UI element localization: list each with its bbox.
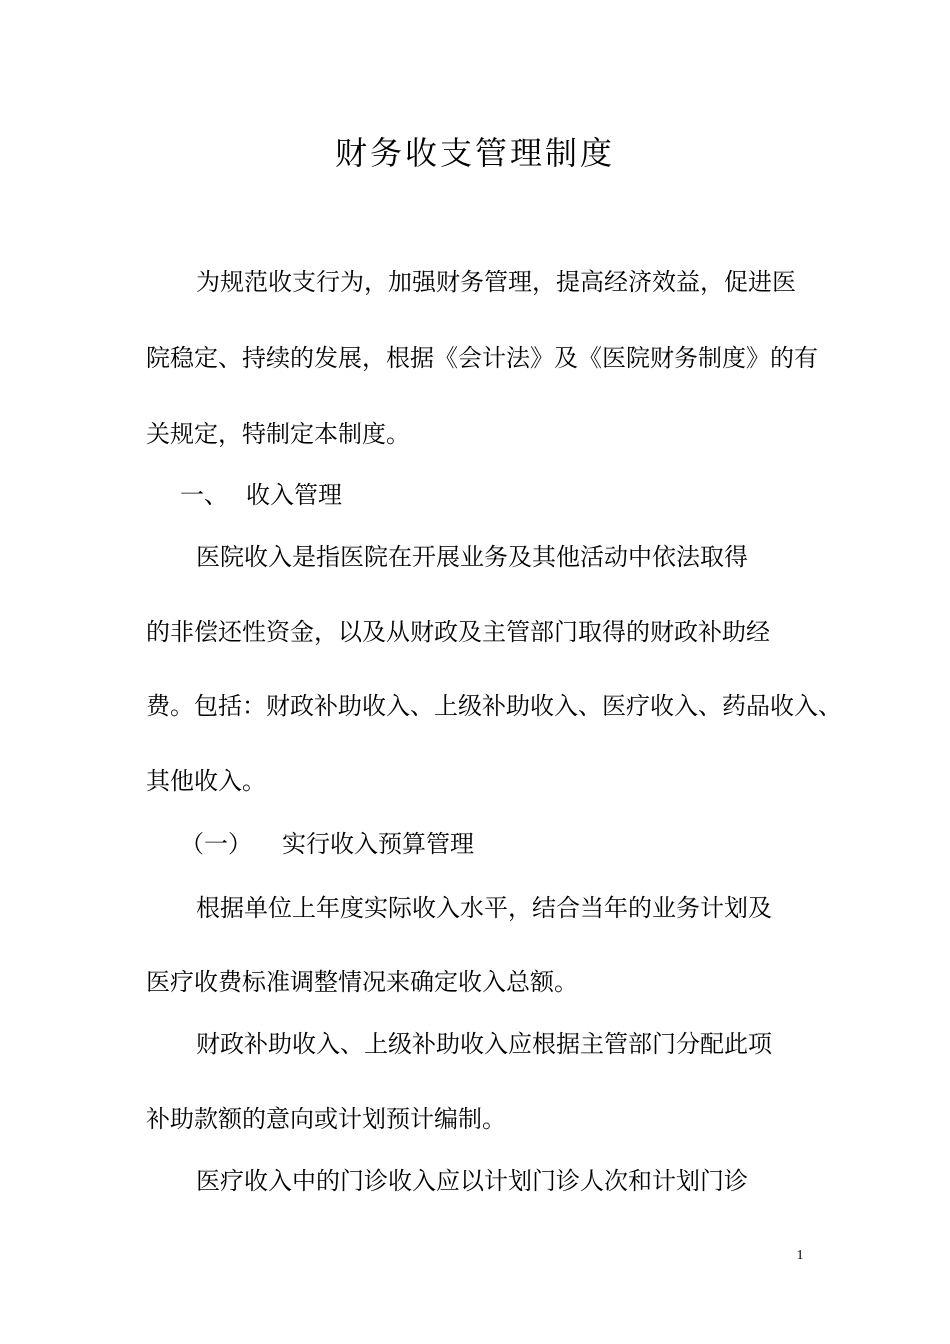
section1-line-3: 费。包括：财政补助收入、上级补助收入、医疗收入、药品收入、: [146, 692, 842, 720]
section-title: 收入管理: [246, 481, 342, 509]
section1-line-2: 的非偿还性资金，以及从财政及主管部门取得的财政补助经: [146, 618, 770, 646]
intro-line-1: 为规范收支行为，加强财务管理，提高经济效益，促进医: [196, 268, 796, 296]
subsection-heading-1: [180, 828, 474, 860]
document-title: 财务收支管理制度: [334, 134, 615, 172]
page-number: 1: [796, 1248, 804, 1263]
subsection1-para2-line-2: 补助款额的意向或计划预计编制。: [146, 1105, 506, 1133]
intro-line-2: 院稳定、持续的发展，根据《会计法》及《医院财务制度》的有: [146, 344, 818, 372]
subsection-number: （一）: [180, 830, 252, 858]
subsection1-para1-line-2: 医疗收费标准调整情况来确定收入总额。: [146, 968, 578, 996]
section1-line-4: 其他收入。: [146, 767, 266, 795]
section-heading-1: [180, 479, 342, 511]
subsection1-para3-line-1: 医疗收入中的门诊收入应以计划门诊人次和计划门诊: [196, 1167, 748, 1195]
intro-line-3: 关规定，特制定本制度。: [146, 420, 410, 448]
section1-line-1: 医院收入是指医院在开展业务及其他活动中依法取得: [196, 543, 748, 571]
subsection1-para1-line-1: 根据单位上年度实际收入水平，结合当年的业务计划及: [196, 894, 772, 922]
section-number: 一、: [180, 481, 228, 509]
subsection1-para2-line-1: 财政补助收入、上级补助收入应根据主管部门分配此项: [196, 1030, 772, 1058]
subsection-title: 实行收入预算管理: [282, 830, 474, 858]
